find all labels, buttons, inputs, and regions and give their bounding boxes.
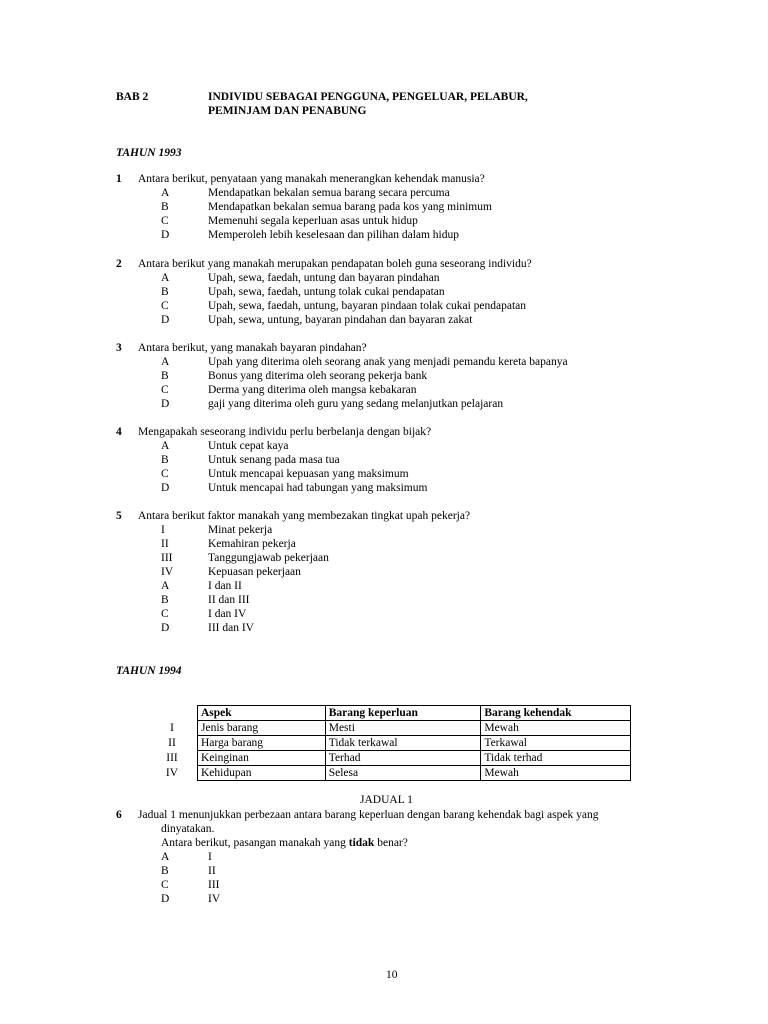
table-header-cell: Barang keperluan: [325, 706, 481, 721]
option-label: B: [161, 865, 169, 877]
option-label: C: [161, 215, 169, 227]
option-text: I dan IV: [208, 608, 247, 620]
option-label: C: [161, 384, 169, 396]
option-text: Mendapatkan bekalan semua barang secara percuma: [208, 187, 450, 199]
option-text: Upah yang diterima oleh seorang anak yang menjadi pemandu kereta bapanya: [208, 356, 568, 368]
table-cell: Keinginan: [198, 751, 326, 766]
table-row: [198, 766, 631, 781]
option-text: Derma yang diterima oleh mangsa kebakaran: [208, 384, 417, 396]
table-row-numeral: I: [170, 722, 174, 734]
option-label: B: [161, 286, 169, 298]
table-cell: Harga barang: [198, 736, 326, 751]
option-label: D: [161, 398, 170, 410]
table-cell: Mewah: [481, 721, 631, 736]
table-cell: Selesa: [325, 766, 481, 781]
option-label: C: [161, 608, 169, 620]
table-row-numeral: II: [168, 737, 176, 749]
option-label: A: [161, 187, 170, 199]
chapter-title-line1: INDIVIDU SEBAGAI PENGGUNA, PENGELUAR, PELABUR,: [208, 91, 528, 103]
option-text: III dan IV: [208, 622, 254, 634]
option-label: D: [161, 482, 170, 494]
option-text: Bonus yang diterima oleh seorang pekerja bank: [208, 370, 428, 382]
table-caption: JADUAL 1: [360, 794, 413, 806]
question-text: Mengapakah seseorang individu perlu berbelanja dengan bijak?: [138, 426, 432, 438]
table-cell: Terhad: [325, 751, 481, 766]
option-text: Untuk mencapai had tabungan yang maksimum: [208, 482, 428, 494]
chapter-title-line2: PEMINJAM DAN PENABUNG: [208, 105, 367, 117]
statement-label: I: [161, 524, 165, 536]
option-text: Upah, sewa, faedah, untung tolak cukai pendapatan: [208, 286, 445, 298]
question-number: 6: [116, 809, 122, 821]
question-text-pre: Antara berikut, pasangan manakah yang: [161, 837, 349, 849]
option-label: D: [161, 229, 170, 241]
table-cell: Tidak terkawal: [325, 736, 481, 751]
table-row: [198, 736, 631, 751]
table-cell: Jenis barang: [198, 721, 326, 736]
option-text: II: [208, 865, 216, 877]
option-text: Untuk mencapai kepuasan yang maksimum: [208, 468, 409, 480]
option-label: B: [161, 201, 169, 213]
option-label: A: [161, 356, 170, 368]
question-number: 4: [116, 426, 122, 438]
table-cell: Tidak terhad: [481, 751, 631, 766]
statement-label: III: [161, 552, 173, 564]
option-text: Upah, sewa, faedah, untung dan bayaran pindahan: [208, 272, 440, 284]
option-label: D: [161, 893, 170, 905]
chapter-label: BAB 2: [116, 91, 149, 103]
statement-text: Tanggungjawab pekerjaan: [208, 552, 329, 564]
table-cell: Terkawal: [481, 736, 631, 751]
question-number: 2: [116, 258, 122, 270]
table-row: [198, 751, 631, 766]
option-label: A: [161, 851, 170, 863]
question-text-post: benar?: [374, 837, 408, 849]
table-row-numeral: III: [166, 752, 178, 764]
question-text: Antara berikut yang manakah merupakan pendapatan boleh guna seseorang individu?: [138, 258, 532, 270]
option-label: A: [161, 272, 170, 284]
option-text: Mendapatkan bekalan semua barang pada kos yang minimum: [208, 201, 492, 213]
statement-text: Minat pekerja: [208, 524, 273, 536]
option-label: A: [161, 580, 170, 592]
question-number: 1: [116, 173, 122, 185]
option-text: Memenuhi segala keperluan asas untuk hidup: [208, 215, 418, 227]
option-label: A: [161, 440, 170, 452]
option-label: D: [161, 314, 170, 326]
question-text: Antara berikut faktor manakah yang membezakan tingkat upah pekerja?: [138, 510, 471, 522]
table-row: [198, 721, 631, 736]
question-text-emphasis: tidak: [348, 837, 375, 849]
option-text: II dan III: [208, 594, 250, 606]
question-text-line3: [161, 836, 408, 850]
page-number: 10: [386, 969, 398, 981]
option-label: C: [161, 468, 169, 480]
table-header-cell: Barang kehendak: [481, 706, 631, 721]
section-heading-1993: TAHUN 1993: [116, 147, 182, 159]
table-header-cell: Aspek: [198, 706, 326, 721]
statement-label: II: [161, 538, 169, 550]
option-text: IV: [208, 893, 221, 905]
option-label: B: [161, 594, 169, 606]
option-text: Memperoleh lebih keselesaan dan pilihan dalam hidup: [208, 229, 460, 241]
question-text: Antara berikut, penyataan yang manakah menerangkan kehendak manusia?: [138, 173, 485, 185]
option-text: I dan II: [208, 580, 242, 592]
option-text: Upah, sewa, faedah, untung, bayaran pindaan tolak cukai pendapatan: [208, 300, 527, 312]
question-text-line1: Jadual 1 menunjukkan perbezaan antara barang keperluan dengan barang kehendak bagi aspek yang: [138, 809, 599, 821]
statement-label: IV: [161, 566, 174, 578]
table-row-numeral: IV: [165, 767, 179, 779]
table-cell: Kehidupan: [198, 766, 326, 781]
option-label: D: [161, 622, 170, 634]
jadual-1-table: [197, 705, 631, 781]
option-text: gaji yang diterima oleh guru yang sedang melanjutkan pelajaran: [208, 398, 504, 410]
section-heading-1994: TAHUN 1994: [116, 665, 182, 677]
option-text: I: [208, 851, 212, 863]
statement-text: Kepuasan pekerjaan: [208, 566, 301, 578]
option-label: C: [161, 300, 169, 312]
option-text: III: [208, 879, 220, 891]
option-label: C: [161, 879, 169, 891]
option-text: Untuk cepat kaya: [208, 440, 289, 452]
option-label: B: [161, 370, 169, 382]
option-text: Untuk senang pada masa tua: [208, 454, 340, 466]
table-cell: Mewah: [481, 766, 631, 781]
question-text-line2: dinyatakan.: [161, 823, 215, 835]
question-text: Antara berikut, yang manakah bayaran pindahan?: [138, 342, 367, 354]
option-text: Upah, sewa, untung, bayaran pindahan dan bayaran zakat: [208, 314, 473, 326]
table-header-row: [198, 706, 631, 721]
table-cell: Mesti: [325, 721, 481, 736]
option-label: B: [161, 454, 169, 466]
question-number: 3: [116, 342, 122, 354]
question-number: 5: [116, 510, 122, 522]
statement-text: Kemahiran pekerja: [208, 538, 296, 550]
